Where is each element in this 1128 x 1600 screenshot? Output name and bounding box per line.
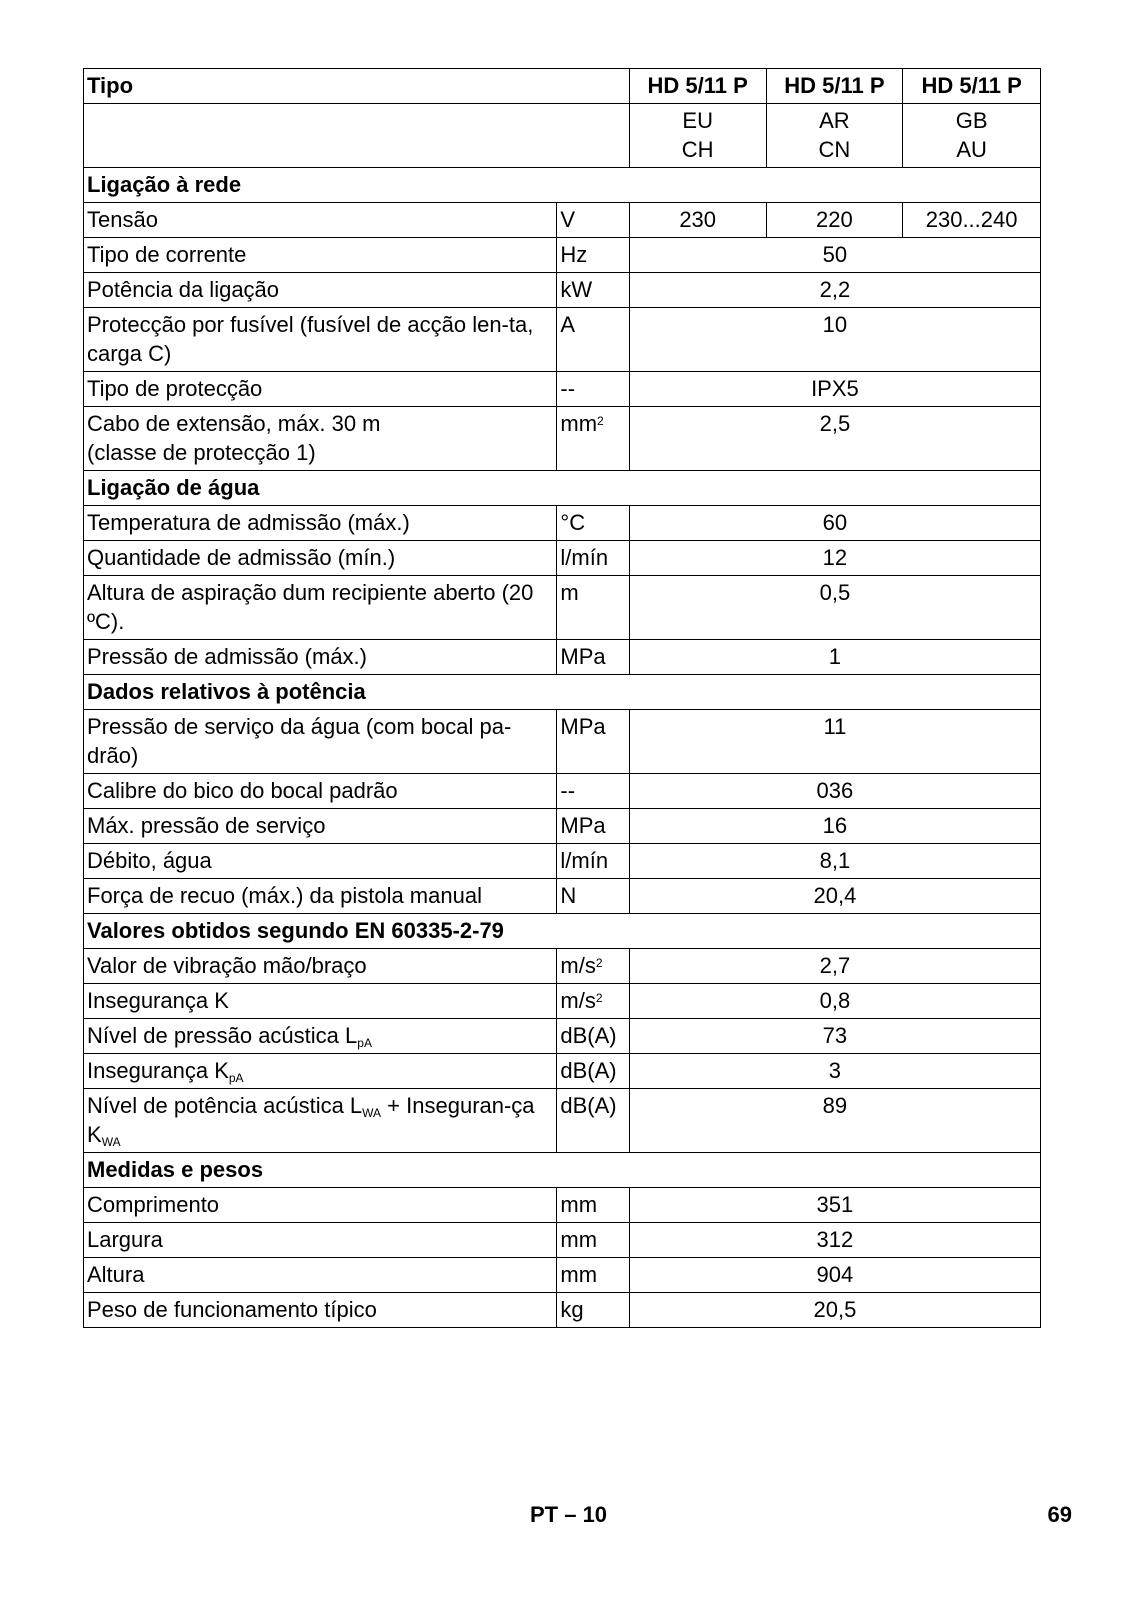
row-label: Pressão de serviço da água (com bocal pa-drão): [84, 710, 557, 774]
row-value: 60: [629, 506, 1040, 541]
row-label: Tensão: [84, 203, 557, 238]
table-row: [84, 879, 1041, 914]
table-row: [84, 774, 1041, 809]
row-value: 20,4: [629, 879, 1040, 914]
row-label: Comprimento: [84, 1188, 557, 1223]
row-label: Protecção por fusível (fusível de acção len-ta, carga C): [84, 308, 557, 372]
row-value: 036: [629, 774, 1040, 809]
table-row: [84, 273, 1041, 308]
table-row: [84, 844, 1041, 879]
row-value: 312: [629, 1223, 1040, 1258]
row-value: 0,5: [629, 576, 1040, 640]
table-row: [84, 1223, 1041, 1258]
table-header-row: [84, 69, 1041, 104]
section-header-row: [84, 168, 1041, 203]
row-value: 2,7: [629, 949, 1040, 984]
row-value: 89: [629, 1089, 1040, 1153]
table-row: [84, 541, 1041, 576]
row-unit: MPa: [557, 710, 629, 774]
row-unit: $m/s^2$: [557, 984, 629, 1019]
table-row: [84, 809, 1041, 844]
row-value: 73: [629, 1019, 1040, 1054]
table-row: [84, 203, 1041, 238]
table-row: [84, 576, 1041, 640]
page-number: 69: [1047, 1502, 1072, 1527]
table-row: [84, 984, 1041, 1019]
technical-data-table: [83, 68, 1041, 1328]
row-label: Peso de funcionamento típico: [84, 1293, 557, 1328]
table-row: [84, 1188, 1041, 1223]
row-label: Altura de aspiração dum recipiente aberto (20 ºC).: [84, 576, 557, 640]
table-row: [84, 407, 1041, 471]
row-value: 8,1: [629, 844, 1040, 879]
section-header-row: [84, 914, 1041, 949]
variant-3: GB AU: [903, 104, 1041, 168]
row-label: Tipo de corrente: [84, 238, 557, 273]
row-unit: --: [557, 774, 629, 809]
row-unit: $mm^2$: [557, 407, 629, 471]
row-label: Cabo de extensão, máx. 30 m (classe de protecção 1): [84, 407, 557, 471]
model-1: HD 5/11 P: [629, 69, 766, 104]
variant-row: [84, 104, 1041, 168]
row-unit: --: [557, 372, 629, 407]
table-row: [84, 1054, 1041, 1089]
row-unit: m: [557, 576, 629, 640]
row-label: Quantidade de admissão (mín.): [84, 541, 557, 576]
row-unit: Hz: [557, 238, 629, 273]
row-unit: N: [557, 879, 629, 914]
row-unit: kg: [557, 1293, 629, 1328]
table-row: [84, 372, 1041, 407]
row-value: 230: [629, 203, 766, 238]
type-label: Tipo: [84, 69, 630, 104]
row-unit: MPa: [557, 640, 629, 675]
row-unit: dB(A): [557, 1054, 629, 1089]
row-label: Temperatura de admissão (máx.): [84, 506, 557, 541]
row-value: 230...240: [903, 203, 1041, 238]
section-header-row: [84, 1153, 1041, 1188]
row-label: Máx. pressão de serviço: [84, 809, 557, 844]
row-unit: dB(A): [557, 1089, 629, 1153]
section-title-agua: Ligação de água: [84, 471, 1041, 506]
variant-2: AR CN: [766, 104, 903, 168]
row-value: 1: [629, 640, 1040, 675]
table-row: [84, 1293, 1041, 1328]
row-value: 2,2: [629, 273, 1040, 308]
table-row: [84, 308, 1041, 372]
section-header-row: [84, 471, 1041, 506]
row-value: 3: [629, 1054, 1040, 1089]
row-label: Largura: [84, 1223, 557, 1258]
row-value: 0,8: [629, 984, 1040, 1019]
row-value: 2,5: [629, 407, 1040, 471]
row-label: Pressão de admissão (máx.): [84, 640, 557, 675]
row-label: Nível de potência acústica $L_{WA}$ + Inseguran-ça $K_{WA}$: [84, 1089, 557, 1153]
row-label: Valor de vibração mão/braço: [84, 949, 557, 984]
table-row: [84, 1258, 1041, 1293]
table-row: [84, 1089, 1041, 1153]
table-row: [84, 506, 1041, 541]
row-label: Tipo de protecção: [84, 372, 557, 407]
row-unit: mm: [557, 1223, 629, 1258]
variant-blank-cell: [84, 104, 630, 168]
row-label: Potência da ligação: [84, 273, 557, 308]
section-title-rede: Ligação à rede: [84, 168, 1041, 203]
row-value: 220: [766, 203, 903, 238]
row-unit: l/mín: [557, 541, 629, 576]
row-label: Insegurança K: [84, 984, 557, 1019]
row-label: Força de recuo (máx.) da pistola manual: [84, 879, 557, 914]
section-title-medidas: Medidas e pesos: [84, 1153, 1041, 1188]
row-value: 16: [629, 809, 1040, 844]
table-row: [84, 710, 1041, 774]
row-unit: $m/s^2$: [557, 949, 629, 984]
row-value: 11: [629, 710, 1040, 774]
variant-1: EU CH: [629, 104, 766, 168]
model-2: HD 5/11 P: [766, 69, 903, 104]
row-unit: A: [557, 308, 629, 372]
row-label: Nível de pressão acústica $L_{pA}$: [84, 1019, 557, 1054]
row-label: Altura: [84, 1258, 557, 1293]
row-unit: kW: [557, 273, 629, 308]
section-title-potencia: Dados relativos à potência: [84, 675, 1041, 710]
row-value: 20,5: [629, 1293, 1040, 1328]
row-value: 10: [629, 308, 1040, 372]
row-value: 351: [629, 1188, 1040, 1223]
row-unit: MPa: [557, 809, 629, 844]
table-row: [84, 949, 1041, 984]
table-row: [84, 238, 1041, 273]
row-unit: °C: [557, 506, 629, 541]
model-3: HD 5/11 P: [903, 69, 1041, 104]
section-title-valores: Valores obtidos segundo EN 60335-2-79: [84, 914, 1041, 949]
table-row: [84, 640, 1041, 675]
row-label: Insegurança $K_{pA}$: [84, 1054, 557, 1089]
row-unit: mm: [557, 1258, 629, 1293]
row-unit: dB(A): [557, 1019, 629, 1054]
row-value: 50: [629, 238, 1040, 273]
footer-section-label: PT – 10: [530, 1502, 608, 1527]
row-value: IPX5: [629, 372, 1040, 407]
row-value: 12: [629, 541, 1040, 576]
row-value: 904: [629, 1258, 1040, 1293]
row-label: Calibre do bico do bocal padrão: [84, 774, 557, 809]
row-unit: V: [557, 203, 629, 238]
row-unit: mm: [557, 1188, 629, 1223]
row-label: Débito, água: [84, 844, 557, 879]
table-row: [84, 1019, 1041, 1054]
row-unit: l/mín: [557, 844, 629, 879]
section-header-row: [84, 675, 1041, 710]
